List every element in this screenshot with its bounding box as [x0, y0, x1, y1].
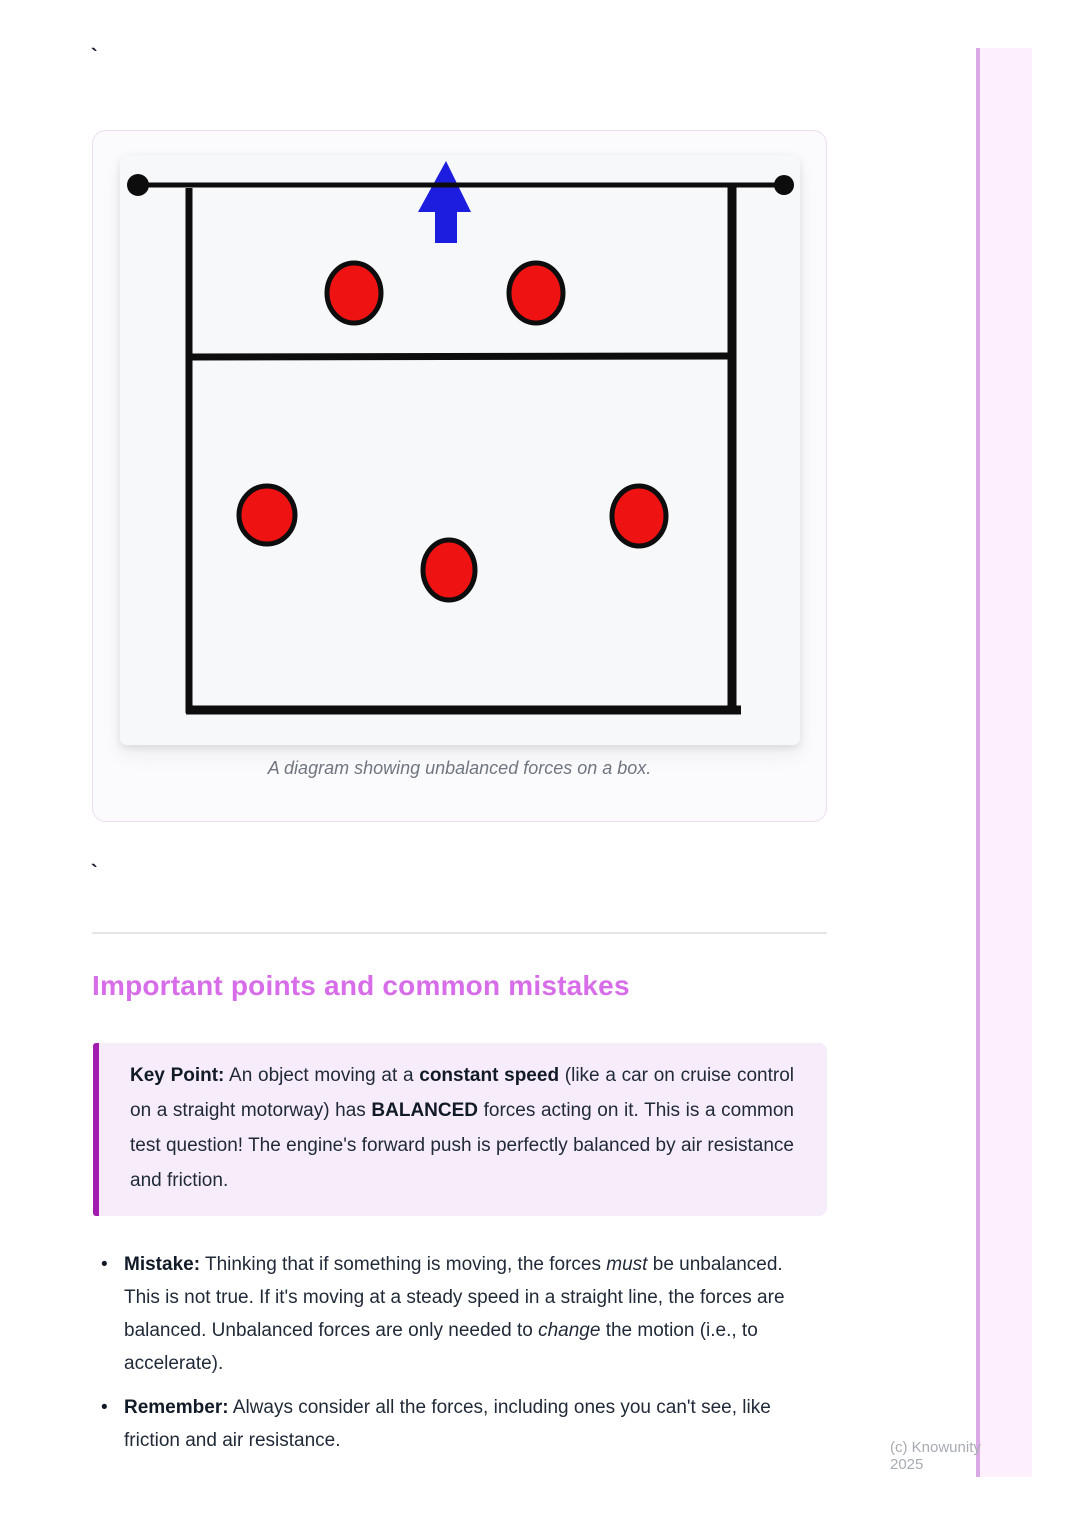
page-edge-highlight [976, 48, 1032, 1477]
force-dot [327, 263, 381, 323]
stray-backtick-bottom: ` [91, 862, 98, 884]
box-middle-line [189, 356, 733, 357]
section-divider [92, 932, 827, 934]
up-arrow-icon [418, 161, 471, 243]
section-heading: Important points and common mistakes [92, 970, 630, 1001]
list-item-mistake: • Mistake: Thinking that if something is moving, the forces must be unbalanced. This is not true. If it's moving at a steady speed in a straight line, the forces are balanced. Unbalanced forces are only needed to change the motion (i.e., to accelerate). [92, 1248, 804, 1380]
bullet-icon: • [101, 1397, 108, 1418]
forces-diagram [120, 155, 800, 745]
remember-label: Remember: [124, 1397, 229, 1418]
force-dot [612, 486, 666, 546]
watermark: (c) Knowunity 2025 [890, 1439, 981, 1473]
key-point-label: Key Point: [130, 1065, 225, 1086]
diagram-caption: A diagram showing unbalanced forces on a box. [267, 758, 652, 778]
force-dot [239, 486, 295, 544]
mistake-label: Mistake: [124, 1254, 201, 1275]
diagram-image [120, 155, 800, 745]
key-point-text: Key Point: An object moving at a constant speed (like a car on cruise control on a straight motorway) has BALANCED forces acting on it. This is a common test question! The engine's forward push is perfectly balanced by air resistance and friction. [130, 1065, 794, 1191]
force-dot [509, 263, 563, 323]
stray-backtick-top: ` [91, 46, 98, 68]
bullet-icon: • [101, 1254, 108, 1275]
rope-end-dot-right [774, 175, 794, 195]
diagram-card [92, 130, 827, 822]
force-dot [423, 540, 475, 600]
key-point-callout [93, 1043, 827, 1216]
notes-list [92, 1248, 804, 1468]
rope-end-dot-left [127, 174, 149, 196]
list-item-remember: • Remember: Always consider all the forces, including ones you can't see, like friction and air resistance. [92, 1391, 804, 1457]
